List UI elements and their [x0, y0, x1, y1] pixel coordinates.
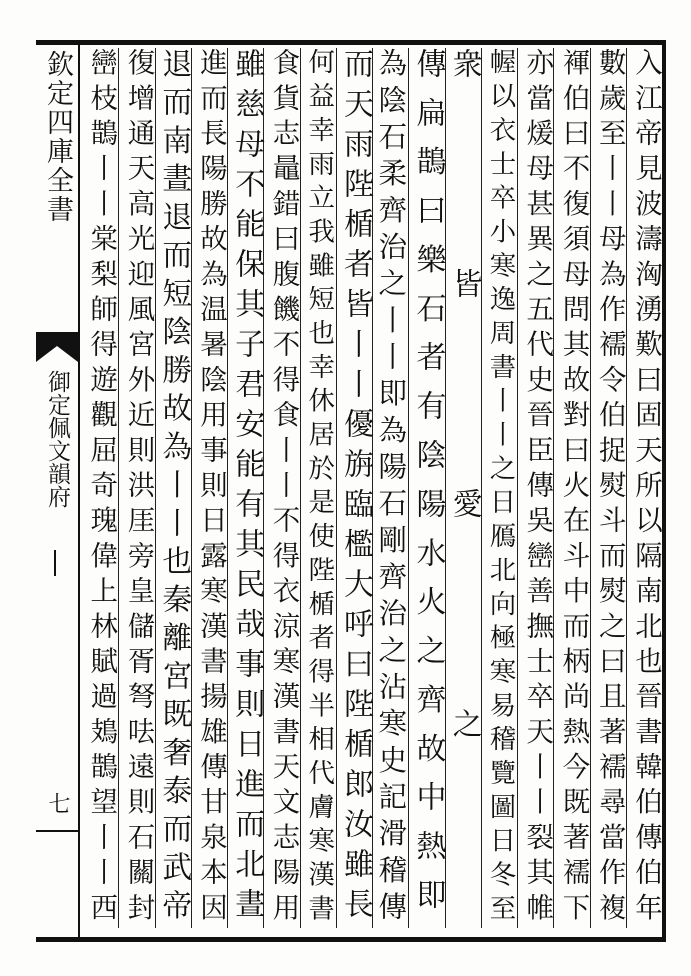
text-column — [553, 48, 589, 928]
column-text: 何益幸雨立我雖短也幸休居於是使陛楯者得半相代膚寒漢書 — [303, 48, 335, 928]
column-text: 衆皆愛之 — [446, 48, 482, 928]
column-text: 而天雨陛楯者皆丨丨優旃臨檻大呼曰陛楯郎汝雖長 — [338, 48, 373, 928]
column-text: 入江帝見波濤洶湧歎曰固天所以隔南北也晉書韓伯傳伯年 — [630, 48, 661, 928]
column-text: 亦當煖母甚異之五代史晉臣傳吳巒善撫士卒天丨丨裂其帷 — [521, 48, 553, 928]
column-text: 退而南晝退而短陰勝故為丨丨也秦離宮既奢泰而武帝 — [156, 48, 192, 928]
text-column — [191, 48, 227, 928]
column-text: 傳扁鵲曰樂石者有陰陽水火之齊故中熱即 — [410, 48, 446, 928]
text-column — [481, 48, 517, 928]
text-column — [118, 48, 154, 928]
margin-book-title: 御定佩文韻府 — [44, 370, 70, 508]
text-column — [300, 48, 336, 928]
text-column — [590, 48, 626, 928]
column-text: 數歲至丨丨母為作襦令伯捉熨斗而熨之曰且著襦尋當作複 — [593, 48, 625, 928]
column-text: 復增通天高光迎風宮外近則洪厓旁皇儲胥弩呿遠則石關封 — [122, 48, 154, 928]
page-number: 七 — [45, 792, 70, 816]
column-text: 巒枝鵲丨丨棠梨師得遊觀屈奇瑰偉上林賦過鳷鵲望丨丨西 — [85, 48, 117, 928]
text-column — [82, 48, 118, 928]
margin-strip — [36, 40, 80, 942]
text-column — [445, 48, 481, 928]
margin-divider — [54, 550, 64, 576]
column-text: 幄以衣士卒小寒逸周書丨丨之日鴈北向極寒易稽覽圖日冬至 — [485, 48, 516, 928]
fishtail-mark-icon — [36, 332, 78, 362]
text-column — [227, 48, 263, 928]
margin-title: 欽定四庫全書 — [42, 50, 73, 224]
text-column — [408, 48, 444, 928]
column-text: 褌伯曰不復須母問其故對曰火在斗中而柄尚熱今既著襦下 — [557, 48, 589, 928]
text-column — [626, 48, 662, 928]
column-text: 進而長陽勝故為温暑陰用事則日露寒漢書揚雄傳甘泉本因 — [195, 48, 226, 928]
text-column — [155, 48, 191, 928]
text-column — [336, 48, 372, 928]
column-text: 食貨志鼂錯曰腹饑不得食丨丨不得衣涼寒漢書天文志陽用 — [267, 48, 299, 928]
column-text: 雖慈母不能保其子君安能有其民哉事則日進而北晝 — [229, 48, 265, 928]
text-column — [517, 48, 553, 928]
text-column — [263, 48, 299, 928]
column-text: 為陰石柔齊治之丨丨即為陽石剛齊治之沾寒史記滑稽傳 — [374, 48, 409, 928]
margin-rule — [36, 830, 78, 832]
text-column — [372, 48, 408, 928]
